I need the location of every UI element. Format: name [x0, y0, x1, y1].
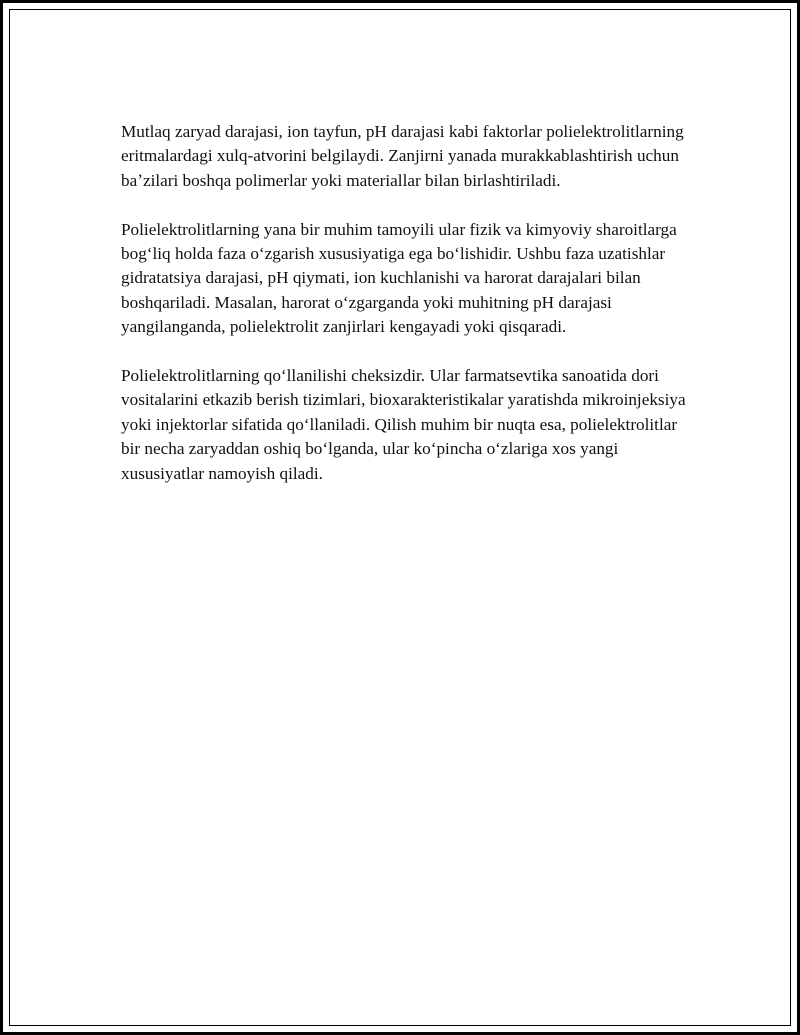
paragraph-3: Polielektrolitlarning qoʻllanilishi cheksizdir. Ular farmatsevtika sanoatida dori vositalarini etkazib berish tizimlari, bioxarakteristikalar yaratishda mikroinjeksiya yoki injektorlar sifatida qoʻllaniladi. Qilish muhim bir nuqta esa, polielektrolitlar bir necha zaryaddan oshiq boʻlganda, ular koʻpincha oʻzlariga xos yangi xususiyatlar namoyish qiladi. — [121, 366, 686, 483]
paragraph-1: Mutlaq zaryad darajasi, ion tayfun, pH darajasi kabi faktorlar polielektrolitlarning eritmalardagi xulq-atvorini belgilaydi. Zanjirni yanada murakkablashtirish uchun baʼzilari boshqa polimerlar yoki materiallar bilan birlashtiriladi. — [121, 122, 684, 190]
document-body — [121, 120, 696, 510]
paragraph-2: Polielektrolitlarning yana bir muhim tamoyili ular fizik va kimyoviy sharoitlarga bogʻliq holda faza oʻzgarish xususiyatiga ega boʻlishidir. Ushbu faza uzatishlar gidratatsiya darajasi, pH qiymati, ion kuchlanishi va harorat darajalari bilan boshqariladi. Masalan, harorat oʻzgarganda yoki muhitning pH darajasi yangilanganda, polielektrolit zanjirlari kengayadi yoki qisqaradi. — [121, 219, 677, 337]
